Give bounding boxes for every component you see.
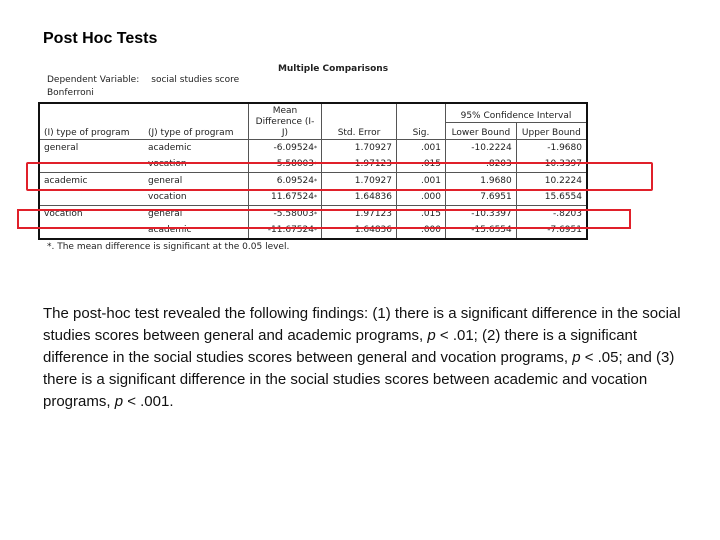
cell-i: vocation [44,208,83,219]
cell-std-error: 1.70927 [322,140,397,157]
cell-sig: .000 [397,189,446,206]
cell-i: academic [44,175,88,186]
cell-sig: .015 [397,156,446,173]
cell-upper: -7.6951 [516,222,587,239]
cell-mean-diff: 5.58003* [249,156,322,173]
cell-j: academic [148,224,192,235]
header-sig: Sig. [397,103,446,140]
cell-lower: .8203 [446,156,517,173]
cell-sig: .015 [397,206,446,223]
cell-mean-diff: -5.58003* [249,206,322,223]
cell-sig: .001 [397,173,446,190]
dependent-value: social studies score [151,75,240,85]
cell-upper: 10.3397 [516,156,587,173]
cell-mean-diff: -6.09524* [249,140,322,157]
cell-i [39,189,144,206]
cell-sig: .001 [397,140,446,157]
cell-std-error: 1.97123 [322,156,397,173]
dependent-label: Dependent Variable: [47,75,140,85]
cell-mean-diff: -11.67524* [249,222,322,239]
header-lower: Lower Bound [446,123,517,140]
cell-mean-diff: 6.09524* [249,173,322,190]
header-ci: 95% Confidence Interval [446,103,588,123]
cell-j: general [148,208,183,219]
cell-std-error: 1.64836 [322,189,397,206]
header-std-error: Std. Error [322,103,397,140]
cell-std-error: 1.64836 [322,222,397,239]
cell-j: general [148,175,183,186]
cell-upper: 10.2224 [516,173,587,190]
cell-mean-diff: 11.67524* [249,189,322,206]
header-i: (I) type of program [44,128,130,138]
cell-lower: 1.9680 [446,173,517,190]
cell-j: vocation [148,158,187,169]
slide-title: Post Hoc Tests [43,30,158,47]
cell-j: academic [148,142,192,153]
cell-i: general [44,142,79,153]
cell-lower: -15.6554 [446,222,517,239]
cell-std-error: 1.97123 [322,206,397,223]
highlight-box-academic-vocation-row [17,209,631,229]
table-row [39,189,587,206]
dependent-variable-line [47,74,588,87]
method-label: Bonferroni [47,88,94,98]
table-title: Multiple Comparisons [277,64,389,74]
table-row [39,140,587,157]
cell-std-error: 1.70927 [322,173,397,190]
header-j: (J) type of program [148,128,234,138]
header-upper: Upper Bound [516,123,587,140]
header-mean-diff: Mean Difference (I-J) [249,103,322,140]
table-footnote: *. The mean difference is significant at the 0.05 level. [47,242,290,252]
highlight-box-general-rows [26,162,653,191]
cell-sig: .000 [397,222,446,239]
cell-upper: -1.9680 [516,140,587,157]
cell-lower: 7.6951 [446,189,517,206]
cell-lower: -10.3397 [446,206,517,223]
cell-upper: 15.6554 [516,189,587,206]
cell-j: vocation [148,191,187,202]
cell-upper: -.8203 [516,206,587,223]
findings-paragraph: The post-hoc test revealed the following findings: (1) there is a significant difference in the social studies scores between general and academic programs, p < .01; (2) there is a significant difference in the social studies scores between general and vocation programs, p < .05; and (3) there is a significant difference in the social studies scores between academic and vocation programs, p < .001. [43,305,681,410]
cell-lower: -10.2224 [446,140,517,157]
